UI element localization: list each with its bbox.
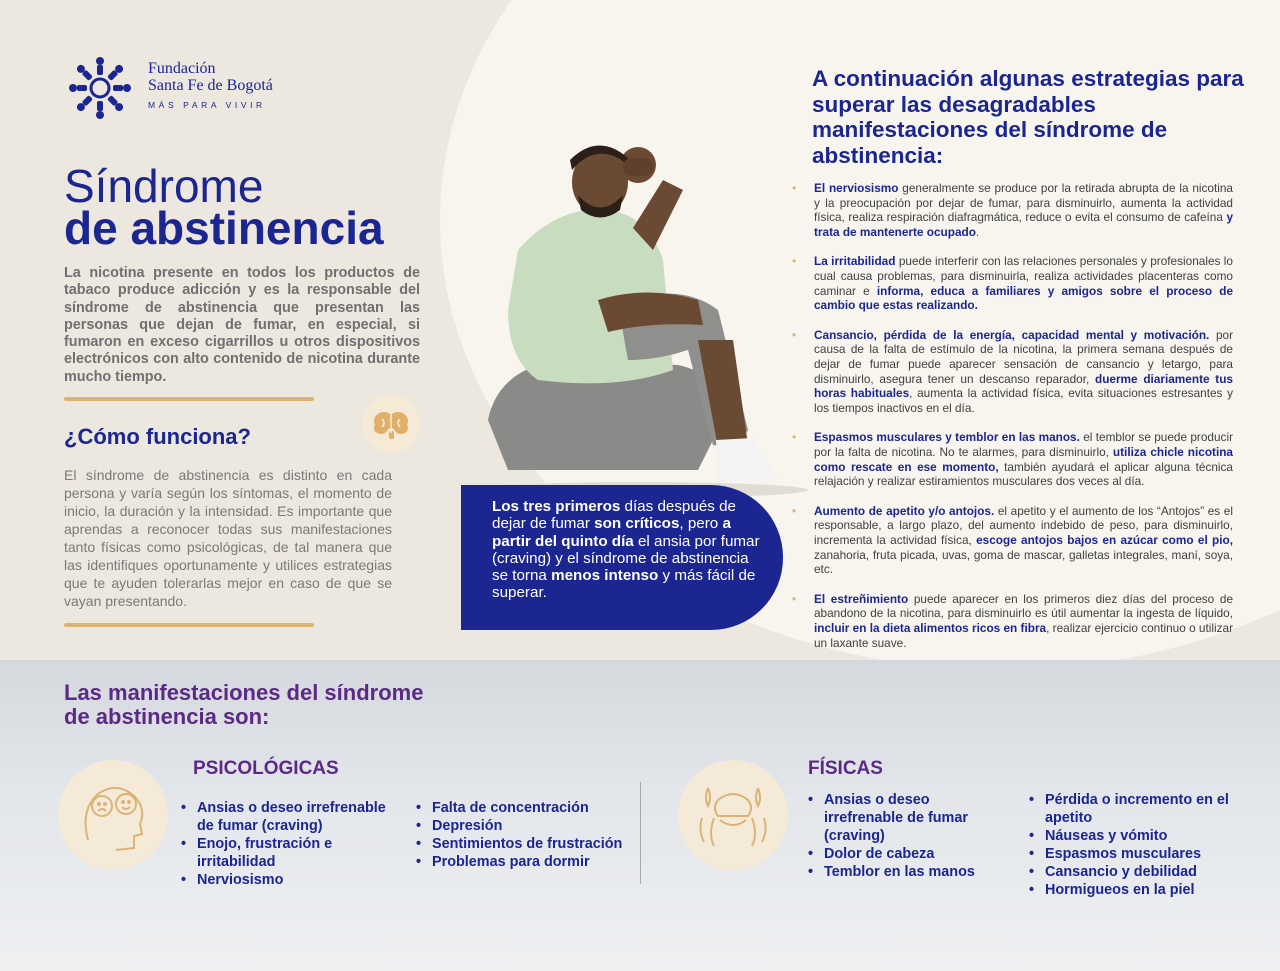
list-item: • Falta de concentración [416,799,636,817]
page-title-line1: Síndrome [64,160,264,212]
callout-bold-7: menos intenso [551,567,659,585]
como-funciona-heading: ¿Cómo funciona? [64,424,251,449]
strategy-item [790,328,1233,416]
foundation-name-line2: Santa Fe de Bogotá [148,77,273,94]
headache-icon [678,760,788,870]
strategy-bold: informa, educa a familiares y amigos sobre el proceso de cambio que estas realizando. [814,283,1234,313]
strategy-text: puede interferir con las relaciones personales y profesionales lo cual causa problemas, para disminuirla, realiza actividades placenteras como caminar e [814,254,1233,298]
list-item: • Pérdida o incremento en el apetito [1029,791,1239,827]
strategy-text: por causa de la falta de estímulo de la nicotina, la primera semana después de dejar de fumar puede aparecer sensación de cansancio y letargo, para disminuirlo, asegura tener un descanso reparador, [814,327,1233,386]
psych-list-col1 [181,799,391,889]
strategy-bold: incluir en la dieta alimentos ricos en fibra [814,621,1047,636]
strategy-text: . [975,225,980,240]
head-emotions-icon [58,760,168,870]
callout-bold-3: son críticos [594,515,680,533]
como-funciona-text: El síndrome de abstinencia es distinto en cada persona y varía según los síntomas, el momento de inicio, la duración y la intensidad. Es importante que aprendas a reconocer todas sus manifestaciones tanto físicas como psicológicas, de tal manera que las identifiques oportunamente y utilices estrategias que te ayuden tolerarlas mejor en caso de que se vayan presentando. [64,467,392,609]
strategy-item [790,254,1233,313]
strategy-bold: La irritabilidad [814,254,896,269]
strategy-text: también ayudará el aplicar alguna técnica relajación y realizar estiramientos musculares dos veces al día. [814,459,1233,489]
callout-text-8: y más fácil de superar. [492,567,756,602]
divider-line-bottom [64,623,314,627]
strategy-bold: Aumento de apetito y/o antojos. [814,503,995,518]
list-item: • Ansias o deseo irrefrenable de fumar (craving) [808,791,1008,845]
foundation-tagline: MÁS PARA VIVIR [148,100,266,110]
strategy-item [790,181,1233,240]
brain-icon [362,395,420,453]
callout-text-6: el ansia por fumar (craving) y el síndrome de abstinencia se torna [492,532,760,585]
list-item: • Problemas para dormir [416,853,636,871]
list-item: • Nerviosismo [181,871,391,889]
strategy-text: generalmente se produce por la retirada abrupta de la nicotina y la preocupación por dejar de fumar, para disminuirlo, aumenta la actividad física, realiza respiración diafragmática, reduce o evita el consumo de cafeína [814,181,1233,225]
page-title-line2: de abstinencia [64,202,384,254]
strategy-bold: Espasmos musculares y temblor en las manos. [814,430,1080,445]
list-item: • Espasmos musculares [1029,845,1239,863]
list-item: • Hormigueos en la piel [1029,881,1239,899]
callout-bold-1: Los tres primeros [492,498,621,515]
brain-icon-circle [362,395,420,453]
strategy-bold: Cansancio, pérdida de la energía, capacidad mental y motivación. [814,327,1210,342]
list-item: • Temblor en las manos [808,863,1008,881]
foundation-logo-icon [64,52,136,124]
strategy-item [790,592,1233,651]
callout-text-4: , pero [679,515,723,533]
phys-list-col2 [1029,791,1239,899]
list-item: • Cansancio y debilidad [1029,863,1239,881]
manifestations-heading [64,681,423,729]
foundation-name-line1: Fundación [148,60,216,77]
callout-text [492,498,762,602]
phys-list-col1 [808,791,1008,881]
strategies-heading: A continuación algunas estrategias para superar las desagradables manifestaciones del síndrome de abstinencia: [812,66,1244,168]
list-item: • Sentimientos de frustración [416,835,636,853]
list-item: • Náuseas y vómito [1029,827,1239,845]
foundation-name [148,60,273,94]
strategy-item [790,430,1233,489]
strategy-text: , aumenta la actividad física, evita situaciones estresantes y los tiempos inactivos en el día. [814,386,1234,416]
strategy-bold: escoge antojos bajos en azúcar como el pio, [976,533,1233,548]
strategy-bold: El estreñimiento [814,591,909,606]
strategy-bold: utiliza chicle nicotina como rescate en ese momento, [814,445,1233,474]
strategy-item [790,504,1233,578]
callout-text-2: días después de dejar de fumar [492,498,736,533]
strategy-bold: duerme diariamente tus horas habituales [814,371,1233,401]
list-item: • Enojo, frustración e irritabilidad [181,835,391,871]
phys-icon-circle [678,760,788,870]
callout-bold-5: a partir del quinto día [492,515,731,550]
intro-paragraph: La nicotina presente en todos los productos de tabaco produce adicción y es la responsable del síndrome de abstinencia que presentan las personas que dejan de fumar, en especial, si fumaron en exceso cigarrillos u otros dispositivos electrónicos con alto contenido de nicotina durante mucho tiempo. [64,265,420,385]
list-item: • Dolor de cabeza [808,845,1008,863]
strategy-text: , realizar ejercicio continuo o utilizar un laxante suave. [814,621,1233,650]
strategy-text: zanahoria, fruta picada, uvas, goma de mascar, galletas integrales, maní, soya, etc. [814,547,1233,577]
psych-list-col2 [416,799,636,871]
phys-heading: FÍSICAS [808,758,883,779]
strategy-bold: El nerviosismo [814,181,899,195]
list-item: • Depresión [416,817,636,835]
divider-line-top [64,397,314,401]
manifestations-heading-line1: Las manifestaciones del síndrome [64,680,424,705]
list-item: • Ansias o deseo irrefrenable de fumar (craving) [181,799,391,835]
strategy-bold: y trata de mantenerte ocupado [814,210,1233,240]
psych-icon-circle [58,760,168,870]
psych-heading: PSICOLÓGICAS [193,758,339,779]
section-divider [640,782,641,884]
man-sitting-illustration [448,110,828,500]
strategies-list [790,181,1233,665]
manifestations-heading-line2: de abstinencia son: [64,704,270,729]
strategy-text: el apetito y el aumento de los “Antojos” es el responsable, a largo plazo, del aumento indebido de peso, para disminuirlo, incrementa la actividad física, [814,503,1233,548]
strategy-text: el temblor se puede producir por la falta de nicotina. No te alarmes, para disminuirlo, [814,430,1233,460]
strategy-text: puede aparecer en los primeros diez días del proceso de abandono de la nicotina, para disminuirlo es útil aumentar la ingesta de líquido, [814,591,1234,621]
